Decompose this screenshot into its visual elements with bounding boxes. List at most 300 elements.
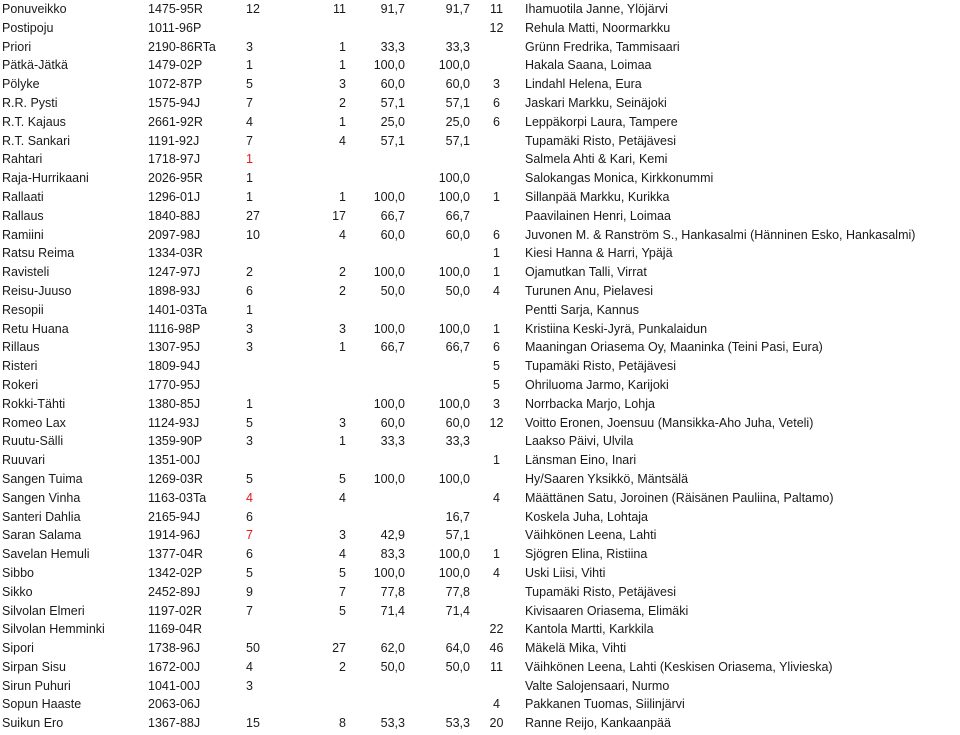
owner-cell: Leppäkorpi Laura, Tampere bbox=[525, 114, 678, 129]
horse-name-cell: Rahtari bbox=[2, 152, 43, 167]
table-row bbox=[0, 56, 960, 75]
owner-cell: Laakso Päivi, Ulvila bbox=[525, 434, 634, 449]
percent-total-cell: 16,7 bbox=[445, 509, 470, 524]
count-cell bbox=[286, 376, 350, 395]
offspring-cell: 3 bbox=[493, 396, 500, 411]
count-cell bbox=[286, 169, 350, 188]
percent-total-cell: 100,0 bbox=[438, 265, 470, 280]
offspring-cell bbox=[474, 602, 519, 621]
horse-name-cell: Saran Salama bbox=[2, 528, 82, 543]
offspring-cell: 11 bbox=[490, 659, 503, 674]
table-row bbox=[0, 150, 960, 169]
percent-total-cell: 53,3 bbox=[445, 716, 470, 731]
registration-cell: 2190-86RTa bbox=[148, 39, 216, 54]
registration-cell: 1116-98P bbox=[148, 321, 201, 336]
table-row bbox=[0, 564, 960, 583]
percent-cell: 100,0 bbox=[373, 58, 405, 73]
offspring-cell bbox=[474, 508, 519, 527]
owner-cell: Tupamäki Risto, Petäjävesi bbox=[525, 133, 676, 148]
count-cell bbox=[286, 301, 350, 320]
table-row bbox=[0, 75, 960, 94]
percent-cell: 100,0 bbox=[373, 321, 405, 336]
horse-name-cell: Risteri bbox=[2, 359, 38, 374]
percent-cell: 77,8 bbox=[380, 584, 405, 599]
table-row bbox=[0, 282, 960, 301]
percent-total-cell: 100,0 bbox=[438, 471, 470, 486]
table-row bbox=[0, 639, 960, 658]
owner-cell: Jaskari Markku, Seinäjoki bbox=[525, 95, 667, 110]
count-cell: 1 bbox=[339, 189, 346, 204]
count-cell: 5 bbox=[339, 471, 346, 486]
registration-cell: 1809-94J bbox=[148, 359, 201, 374]
table-row bbox=[0, 470, 960, 489]
percent-total-cell: 57,1 bbox=[445, 133, 470, 148]
horse-name-cell: Raja-Hurrikaani bbox=[2, 171, 89, 186]
offspring-cell: 11 bbox=[490, 2, 503, 16]
table-row bbox=[0, 0, 960, 19]
registration-cell: 1377-04R bbox=[148, 547, 203, 562]
owner-cell: Pakkanen Tuomas, Siilinjärvi bbox=[525, 697, 685, 712]
percent-cell: 57,1 bbox=[380, 133, 405, 148]
offspring-cell: 6 bbox=[493, 340, 500, 355]
percent-cell: 42,9 bbox=[380, 528, 405, 543]
owner-cell: Ihamuotila Janne, Ylöjärvi bbox=[525, 2, 668, 16]
starts-cell: 7 bbox=[246, 603, 253, 618]
starts-cell: 3 bbox=[246, 340, 253, 355]
registration-cell: 1169-04R bbox=[148, 622, 202, 637]
percent-total-cell: 60,0 bbox=[445, 415, 470, 430]
horse-name-cell: Sangen Tuima bbox=[2, 471, 83, 486]
count-cell: 2 bbox=[339, 95, 346, 110]
starts-cell bbox=[244, 244, 286, 263]
owner-cell: Väihkönen Leena, Lahti bbox=[525, 528, 657, 543]
percent-cell: 50,0 bbox=[380, 283, 405, 298]
count-cell: 4 bbox=[339, 133, 346, 148]
starts-cell: 15 bbox=[246, 716, 260, 731]
table-row bbox=[0, 395, 960, 414]
percent-cell: 53,3 bbox=[380, 716, 405, 731]
table-row bbox=[0, 602, 960, 621]
offspring-cell: 5 bbox=[493, 377, 500, 392]
offspring-cell: 1 bbox=[493, 547, 500, 562]
starts-cell: 50 bbox=[246, 641, 260, 656]
table-row bbox=[0, 263, 960, 282]
horse-name-cell: Ravisteli bbox=[2, 265, 50, 280]
owner-cell: Valte Salojensaari, Nurmo bbox=[525, 678, 670, 693]
count-cell: 2 bbox=[339, 659, 346, 674]
table-row bbox=[0, 526, 960, 545]
table-row bbox=[0, 244, 960, 263]
count-cell bbox=[286, 508, 350, 527]
percent-total-cell: 50,0 bbox=[445, 659, 470, 674]
percent-total-cell: 33,3 bbox=[445, 39, 470, 54]
table-row bbox=[0, 132, 960, 151]
offspring-cell bbox=[474, 526, 519, 545]
registration-cell: 1072-87P bbox=[148, 77, 203, 92]
horse-name-cell: Ponuveikko bbox=[2, 2, 67, 16]
starts-cell: 1 bbox=[246, 58, 253, 73]
percent-cell: 66,7 bbox=[380, 340, 405, 355]
percent-total-cell: 33,3 bbox=[445, 434, 470, 449]
horse-name-cell: Sikko bbox=[2, 584, 33, 599]
registration-cell: 1191-92J bbox=[148, 133, 200, 148]
starts-cell: 5 bbox=[246, 77, 253, 92]
offspring-cell: 12 bbox=[489, 415, 504, 430]
owner-cell: Pentti Sarja, Kannus bbox=[525, 302, 639, 317]
registration-cell: 1307-95J bbox=[148, 340, 201, 355]
starts-cell: 5 bbox=[246, 471, 253, 486]
offspring-cell: 5 bbox=[493, 359, 500, 374]
count-cell: 1 bbox=[339, 39, 346, 54]
horse-name-cell: Sangen Vinha bbox=[2, 490, 81, 505]
table-row bbox=[0, 376, 960, 395]
count-cell bbox=[286, 19, 350, 38]
percent-cell: 57,1 bbox=[380, 95, 405, 110]
offspring-cell: 4 bbox=[493, 565, 500, 580]
percent-total-cell bbox=[409, 620, 474, 639]
percent-cell: 100,0 bbox=[373, 265, 405, 280]
percent-total-cell: 91,7 bbox=[445, 2, 470, 16]
offspring-cell: 1 bbox=[493, 189, 500, 204]
starts-cell: 2 bbox=[246, 265, 253, 280]
offspring-cell bbox=[474, 132, 519, 151]
starts-cell bbox=[244, 357, 286, 376]
horse-name-cell: Sipori bbox=[2, 641, 34, 656]
percent-cell bbox=[350, 150, 409, 169]
registration-cell: 1247-97J bbox=[148, 265, 201, 280]
offspring-cell bbox=[474, 56, 519, 75]
percent-cell: 50,0 bbox=[380, 659, 405, 674]
owner-cell: Turunen Anu, Pielavesi bbox=[525, 283, 654, 298]
count-cell: 3 bbox=[339, 321, 346, 336]
offspring-cell: 1 bbox=[493, 453, 500, 468]
percent-total-cell: 100,0 bbox=[438, 547, 470, 562]
offspring-cell: 22 bbox=[489, 622, 504, 637]
table-row bbox=[0, 677, 960, 696]
owner-cell: Lindahl Helena, Eura bbox=[525, 77, 642, 92]
horse-name-cell: Resopii bbox=[2, 302, 44, 317]
owner-cell: Sillanpää Markku, Kurikka bbox=[525, 189, 670, 204]
offspring-cell: 20 bbox=[489, 716, 504, 731]
percent-total-cell: 60,0 bbox=[445, 227, 470, 242]
table-row bbox=[0, 207, 960, 226]
percent-total-cell: 100,0 bbox=[438, 171, 470, 186]
registration-cell: 1672-00J bbox=[148, 659, 201, 674]
count-cell: 11 bbox=[333, 2, 346, 16]
owner-cell: Tupamäki Risto, Petäjävesi bbox=[525, 359, 676, 374]
percent-cell: 60,0 bbox=[380, 227, 405, 242]
owner-cell: Maaningan Oriasema Oy, Maaninka (Teini Pasi, Eura) bbox=[525, 340, 823, 355]
percent-cell: 100,0 bbox=[373, 189, 405, 204]
owner-cell: Kivisaaren Oriasema, Elimäki bbox=[525, 603, 689, 618]
horse-name-cell: Reisu-Juuso bbox=[2, 283, 72, 298]
registration-cell: 1359-90P bbox=[148, 434, 203, 449]
starts-cell bbox=[244, 695, 286, 714]
offspring-cell: 4 bbox=[493, 697, 500, 712]
horse-name-cell: Ruuvari bbox=[2, 453, 46, 468]
offspring-cell: 6 bbox=[493, 114, 500, 129]
percent-total-cell bbox=[409, 376, 474, 395]
table-row bbox=[0, 301, 960, 320]
offspring-cell bbox=[474, 677, 519, 696]
starts-cell: 7 bbox=[246, 133, 253, 148]
starts-cell: 12 bbox=[246, 2, 260, 16]
registration-cell: 1401-03Ta bbox=[148, 302, 208, 317]
table-row bbox=[0, 19, 960, 38]
percent-total-cell: 100,0 bbox=[438, 396, 470, 411]
horse-name-cell: Silvolan Elmeri bbox=[2, 603, 85, 618]
horse-name-cell: Sirun Puhuri bbox=[2, 678, 71, 693]
offspring-cell bbox=[474, 301, 519, 320]
registration-cell: 1718-97J bbox=[148, 152, 201, 167]
count-cell: 2 bbox=[339, 265, 346, 280]
owner-cell: Juvonen M. & Ranström S., Hankasalmi (Hänninen Esko, Hankasalmi) bbox=[525, 227, 916, 242]
horse-name-cell: Sopun Haaste bbox=[2, 697, 82, 712]
table-row bbox=[0, 583, 960, 602]
registration-cell: 1898-93J bbox=[148, 283, 201, 298]
horse-name-cell: Rallaus bbox=[2, 208, 44, 223]
registration-cell: 1197-02R bbox=[148, 603, 202, 618]
table-row bbox=[0, 695, 960, 714]
offspring-cell: 6 bbox=[493, 95, 500, 110]
percent-cell bbox=[350, 508, 409, 527]
percent-cell bbox=[350, 677, 409, 696]
percent-total-cell bbox=[409, 244, 474, 263]
starts-cell: 1 bbox=[246, 396, 253, 411]
percent-total-cell bbox=[409, 489, 474, 508]
percent-total-cell: 100,0 bbox=[438, 565, 470, 580]
registration-cell: 1351-00J bbox=[148, 453, 201, 468]
horse-name-cell: Sirpan Sisu bbox=[2, 659, 66, 674]
table-row bbox=[0, 508, 960, 527]
table-row bbox=[0, 451, 960, 470]
starts-cell: 1 bbox=[246, 189, 253, 204]
percent-total-cell: 100,0 bbox=[438, 189, 470, 204]
owner-cell: Ranne Reijo, Kankaanpää bbox=[525, 716, 671, 731]
percent-cell: 60,0 bbox=[380, 415, 405, 430]
offspring-cell: 4 bbox=[493, 490, 500, 505]
count-cell: 3 bbox=[339, 415, 346, 430]
owner-cell: Kiesi Hanna & Harri, Ypäjä bbox=[525, 246, 673, 261]
count-cell bbox=[286, 451, 350, 470]
owner-cell: Grünn Fredrika, Tammisaari bbox=[525, 39, 680, 54]
horse-name-cell: Rokeri bbox=[2, 377, 39, 392]
percent-cell: 66,7 bbox=[380, 208, 405, 223]
starts-cell: 6 bbox=[246, 547, 253, 562]
owner-cell: Mäkelä Mika, Vihti bbox=[525, 641, 627, 656]
starts-cell: 7 bbox=[246, 95, 253, 110]
count-cell: 7 bbox=[339, 584, 346, 599]
offspring-cell bbox=[474, 169, 519, 188]
count-cell bbox=[286, 244, 350, 263]
starts-cell bbox=[244, 451, 286, 470]
registration-cell: 1041-00J bbox=[148, 678, 201, 693]
starts-cell: 3 bbox=[246, 434, 253, 449]
percent-total-cell: 100,0 bbox=[438, 58, 470, 73]
percent-total-cell: 57,1 bbox=[445, 528, 470, 543]
count-cell: 27 bbox=[332, 641, 346, 656]
registration-cell: 1124-93J bbox=[148, 415, 200, 430]
table-row bbox=[0, 658, 960, 677]
count-cell: 17 bbox=[332, 208, 346, 223]
registration-cell: 1770-95J bbox=[148, 377, 201, 392]
registration-cell: 1840-88J bbox=[148, 208, 201, 223]
offspring-cell: 12 bbox=[489, 20, 504, 35]
table-row bbox=[0, 113, 960, 132]
table-row bbox=[0, 545, 960, 564]
count-cell: 4 bbox=[339, 490, 346, 505]
horse-name-cell: Santeri Dahlia bbox=[2, 509, 81, 524]
owner-cell: Kantola Martti, Karkkila bbox=[525, 622, 654, 637]
horse-name-cell: Rillaus bbox=[2, 340, 40, 355]
count-cell: 1 bbox=[339, 434, 346, 449]
starts-cell: 4 bbox=[246, 114, 253, 129]
percent-total-cell: 66,7 bbox=[445, 340, 470, 355]
registration-cell: 2661-92R bbox=[148, 114, 203, 129]
count-cell bbox=[286, 677, 350, 696]
count-cell bbox=[286, 395, 350, 414]
registration-cell: 1342-02P bbox=[148, 565, 203, 580]
registration-cell: 1011-96P bbox=[148, 20, 202, 35]
percent-cell: 33,3 bbox=[380, 39, 405, 54]
horse-name-cell: Suikun Ero bbox=[2, 716, 64, 731]
percent-cell: 100,0 bbox=[373, 565, 405, 580]
horse-name-cell: Priori bbox=[2, 39, 32, 54]
starts-cell: 27 bbox=[246, 208, 260, 223]
owner-cell: Salokangas Monica, Kirkkonummi bbox=[525, 171, 714, 186]
offspring-cell: 1 bbox=[493, 265, 500, 280]
table-row bbox=[0, 320, 960, 339]
starts-cell: 1 bbox=[246, 152, 253, 167]
percent-cell bbox=[350, 376, 409, 395]
count-cell: 1 bbox=[339, 340, 346, 355]
percent-total-cell bbox=[409, 301, 474, 320]
starts-cell bbox=[244, 376, 286, 395]
horse-name-cell: Pätkä-Jätkä bbox=[2, 58, 69, 73]
registration-cell: 2026-95R bbox=[148, 171, 203, 186]
offspring-cell bbox=[474, 38, 519, 57]
horse-name-cell: Postipoju bbox=[2, 20, 54, 35]
percent-cell bbox=[350, 301, 409, 320]
percent-cell bbox=[350, 695, 409, 714]
registration-cell: 1334-03R bbox=[148, 246, 203, 261]
percent-cell bbox=[350, 489, 409, 508]
owner-cell: Hakala Saana, Loimaa bbox=[525, 58, 652, 73]
starts-cell bbox=[244, 620, 286, 639]
registration-cell: 1475-95R bbox=[148, 2, 203, 16]
owner-cell: Salmela Ahti & Kari, Kemi bbox=[525, 152, 668, 167]
percent-cell: 71,4 bbox=[380, 603, 405, 618]
registration-cell: 1575-94J bbox=[148, 95, 201, 110]
horse-name-cell: Ratsu Reima bbox=[2, 246, 75, 261]
owner-cell: Ohriluoma Jarmo, Karijoki bbox=[525, 377, 669, 392]
percent-total-cell: 50,0 bbox=[445, 283, 470, 298]
starts-cell: 10 bbox=[246, 227, 260, 242]
owner-cell: Sjögren Elina, Ristiina bbox=[525, 547, 648, 562]
offspring-cell bbox=[474, 470, 519, 489]
table-row bbox=[0, 432, 960, 451]
percent-cell bbox=[350, 357, 409, 376]
count-cell: 4 bbox=[339, 227, 346, 242]
percent-total-cell: 100,0 bbox=[438, 321, 470, 336]
table-row bbox=[0, 188, 960, 207]
registration-cell: 2097-98J bbox=[148, 227, 201, 242]
starts-cell: 7 bbox=[246, 528, 253, 543]
percent-total-cell bbox=[409, 19, 474, 38]
percent-total-cell: 25,0 bbox=[445, 114, 470, 129]
percent-total-cell: 71,4 bbox=[445, 603, 470, 618]
registration-cell: 1296-01J bbox=[148, 189, 201, 204]
owner-cell: Tupamäki Risto, Petäjävesi bbox=[525, 584, 676, 599]
starts-cell: 6 bbox=[246, 509, 253, 524]
offspring-cell bbox=[474, 207, 519, 226]
owner-cell: Ojamutkan Talli, Virrat bbox=[525, 265, 647, 280]
horse-name-cell: R.T. Sankari bbox=[2, 133, 71, 148]
percent-cell: 33,3 bbox=[380, 434, 405, 449]
registration-cell: 2063-06J bbox=[148, 697, 201, 712]
percent-total-cell: 77,8 bbox=[445, 584, 470, 599]
starts-cell: 6 bbox=[246, 283, 253, 298]
starts-cell: 5 bbox=[246, 565, 253, 580]
owner-cell: Voitto Eronen, Joensuu (Mansikka-Aho Juha, Veteli) bbox=[525, 415, 814, 430]
horse-name-cell: Rallaati bbox=[2, 189, 44, 204]
starts-cell: 3 bbox=[246, 39, 253, 54]
offspring-cell: 46 bbox=[489, 641, 504, 656]
percent-cell: 62,0 bbox=[380, 641, 405, 656]
count-cell: 5 bbox=[339, 565, 346, 580]
table-row bbox=[0, 414, 960, 433]
offspring-cell: 3 bbox=[493, 77, 500, 92]
count-cell: 2 bbox=[339, 283, 346, 298]
offspring-cell bbox=[474, 432, 519, 451]
offspring-cell: 1 bbox=[493, 246, 500, 261]
count-cell: 3 bbox=[339, 528, 346, 543]
registration-cell: 1479-02P bbox=[148, 58, 203, 73]
starts-cell bbox=[244, 19, 286, 38]
table-row bbox=[0, 38, 960, 57]
percent-total-cell bbox=[409, 357, 474, 376]
starts-cell: 4 bbox=[246, 659, 253, 674]
percent-cell bbox=[350, 169, 409, 188]
count-cell: 5 bbox=[339, 603, 346, 618]
owner-cell: Väihkönen Leena, Lahti (Keskisen Oriasema, Ylivieska) bbox=[525, 659, 833, 674]
count-cell: 1 bbox=[339, 58, 346, 73]
owner-cell: Määttänen Satu, Joroinen (Räisänen Pauliina, Paltamo) bbox=[525, 490, 834, 505]
registration-cell: 1269-03R bbox=[148, 471, 203, 486]
count-cell bbox=[286, 695, 350, 714]
registration-cell: 1367-88J bbox=[148, 716, 201, 731]
registration-cell: 2452-89J bbox=[148, 584, 201, 599]
percent-cell: 83,3 bbox=[380, 547, 405, 562]
percent-cell: 60,0 bbox=[380, 77, 405, 92]
horse-name-cell: R.R. Pysti bbox=[2, 95, 58, 110]
horse-name-cell: Ruutu-Sälli bbox=[2, 434, 64, 449]
offspring-cell bbox=[474, 150, 519, 169]
count-cell: 1 bbox=[339, 114, 346, 129]
registration-cell: 1380-85J bbox=[148, 396, 201, 411]
percent-cell bbox=[350, 451, 409, 470]
starts-cell: 3 bbox=[246, 678, 253, 693]
offspring-cell: 4 bbox=[493, 283, 500, 298]
percent-total-cell: 64,0 bbox=[445, 641, 470, 656]
horse-name-cell: Silvolan Hemminki bbox=[2, 622, 105, 637]
table-row bbox=[0, 169, 960, 188]
registration-cell: 1914-96J bbox=[148, 528, 201, 543]
table-row bbox=[0, 226, 960, 245]
percent-total-cell: 66,7 bbox=[445, 208, 470, 223]
starts-cell: 9 bbox=[246, 584, 253, 599]
table-row bbox=[0, 338, 960, 357]
